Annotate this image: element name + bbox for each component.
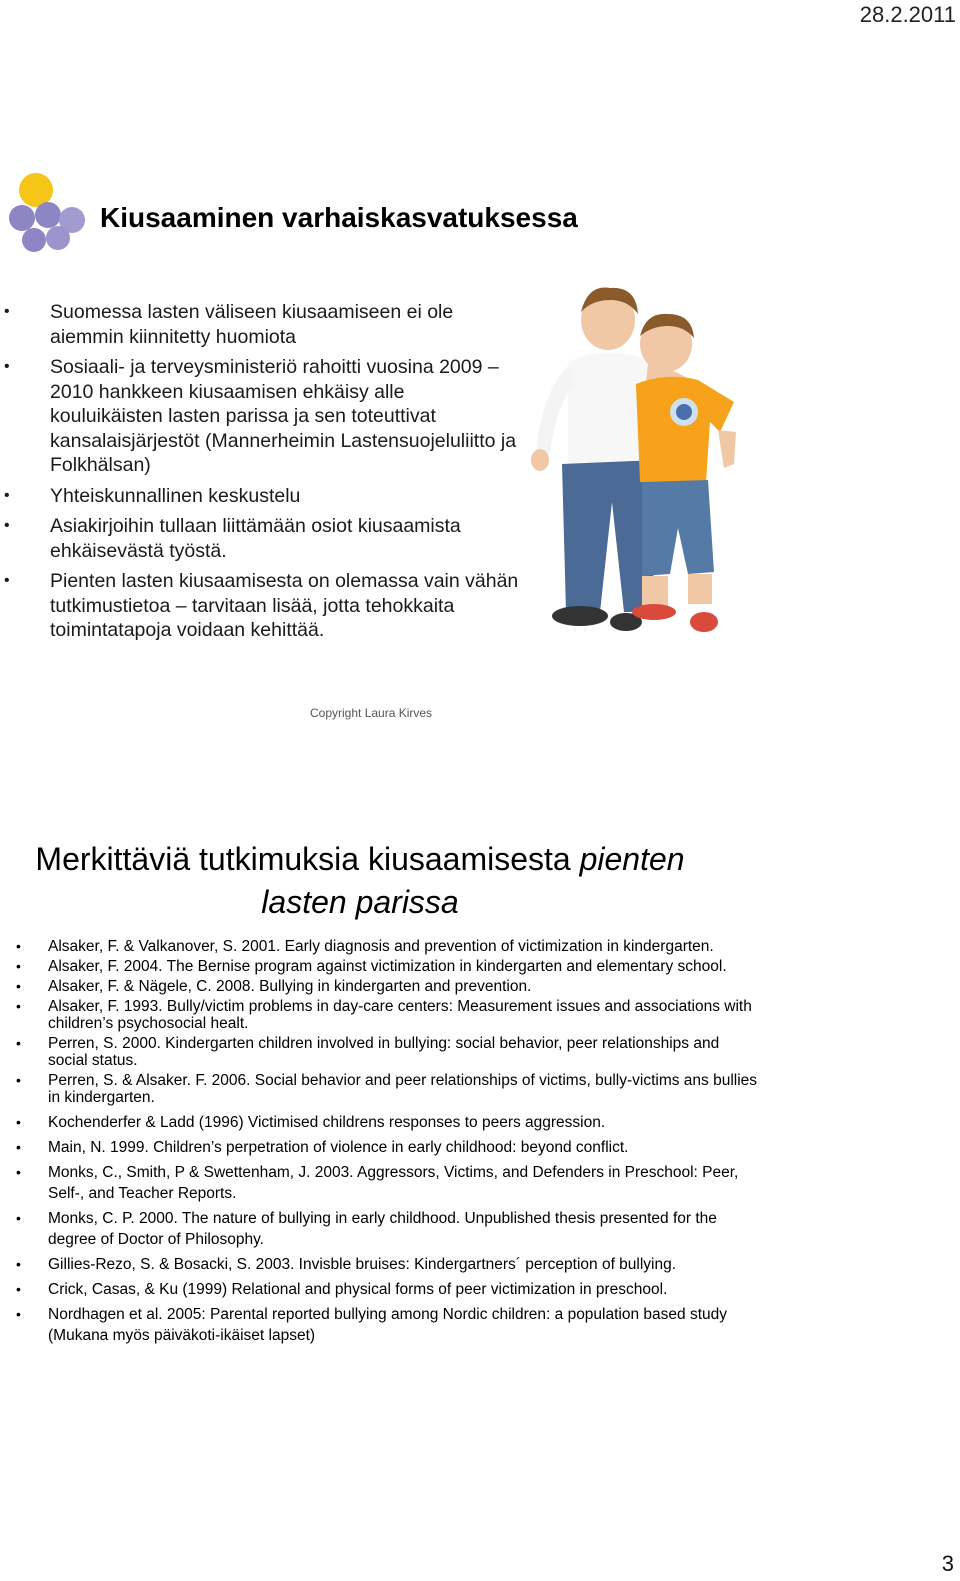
title-italic: pienten lasten parissa [261, 841, 685, 920]
list-item: • Suomessa lasten väliseen kiusaamiseen ei ole aiemmin kiinnitetty huomiota [0, 300, 520, 349]
list-item: • Perren, S. & Alsaker. F. 2006. Social behavior and peer relationships of victims, bully-victims ans bullies in kindergarten. [0, 1072, 760, 1106]
list-item: • Alsaker, F. 2004. The Bernise program against victimization in kindergarten and elementary school. [0, 958, 760, 975]
list-item: • Pienten lasten kiusaamisesta on olemassa vain vähän tutkimustietoa – tarvitaan lisää, jotta tehokkaita toimintatapoja voidaan kehittää. [0, 569, 520, 643]
list-item: • Main, N. 1999. Children’s perpetration of violence in early childhood: beyond conflict. [0, 1137, 760, 1158]
list-item: • Asiakirjoihin tullaan liittämään osiot kiusaamista ehkäisevästä työstä. [0, 514, 520, 563]
list-item: • Alsaker, F. 1993. Bully/victim problems in day-care centers: Measurement issues and associations with children’s psychosocial healt. [0, 998, 760, 1032]
list-item: • Monks, C., Smith, P & Swettenham, J. 2003. Aggressors, Victims, and Defenders in Preschool: Peer, Self-, and Teacher Reports. [0, 1162, 760, 1204]
circles-logo-icon [8, 170, 90, 254]
slide-date: 28.2.2011 [859, 2, 956, 27]
copyright-text: Copyright Laura Kirves [310, 706, 433, 720]
page-number: 3 [941, 1551, 954, 1576]
list-item: • Gillies-Rezo, S. & Bosacki, S. 2003. Invisble bruises: Kindergartners´ perception of bullying. [0, 1254, 760, 1275]
title-normal: Merkittäviä tutkimuksia kiusaamisesta [35, 841, 580, 877]
list-item: • Crick, Casas, & Ku (1999) Relational and physical forms of peer victimization in preschool. [0, 1279, 760, 1300]
list-item: • Monks, C. P. 2000. The nature of bullying in early childhood. Unpublished thesis presented for the degree of Doctor of Philosophy. [0, 1208, 760, 1250]
list-item: • Perren, S. 2000. Kindergarten children involved in bullying: social behavior, peer relationships and social status. [0, 1035, 760, 1069]
slide-title [0, 838, 720, 924]
reference-list [0, 938, 760, 1350]
list-item: • Nordhagen et al. 2005: Parental reported bullying among Nordic children: a population based study (Mukana myös päiväkoti-ikäiset lapset) [0, 1304, 760, 1346]
list-item: • Alsaker, F. & Valkanover, S. 2001. Early diagnosis and prevention of victimization in kindergarten. [0, 938, 760, 955]
list-item: • Alsaker, F. & Nägele, C. 2008. Bullying in kindergarten and prevention. [0, 978, 760, 995]
list-item: • Yhteiskunnallinen keskustelu [0, 484, 520, 509]
list-item: • Kochenderfer & Ladd (1996) Victimised childrens responses to peers aggression. [0, 1112, 760, 1133]
list-item: • Sosiaali- ja terveysministeriö rahoitti vuosina 2009 – 2010 hankkeen kiusaamisen ehkäisy alle kouluikäisten lasten parissa ja sen toteuttivat kansalaisjärjestöt (Mannerheimin Lastensuojeluliitto ja Folkhälsan) [0, 355, 520, 478]
bullet-list [0, 300, 520, 647]
children-photo [528, 282, 743, 652]
slide-title: Kiusaaminen varhaiskasvatuksessa [100, 202, 578, 233]
